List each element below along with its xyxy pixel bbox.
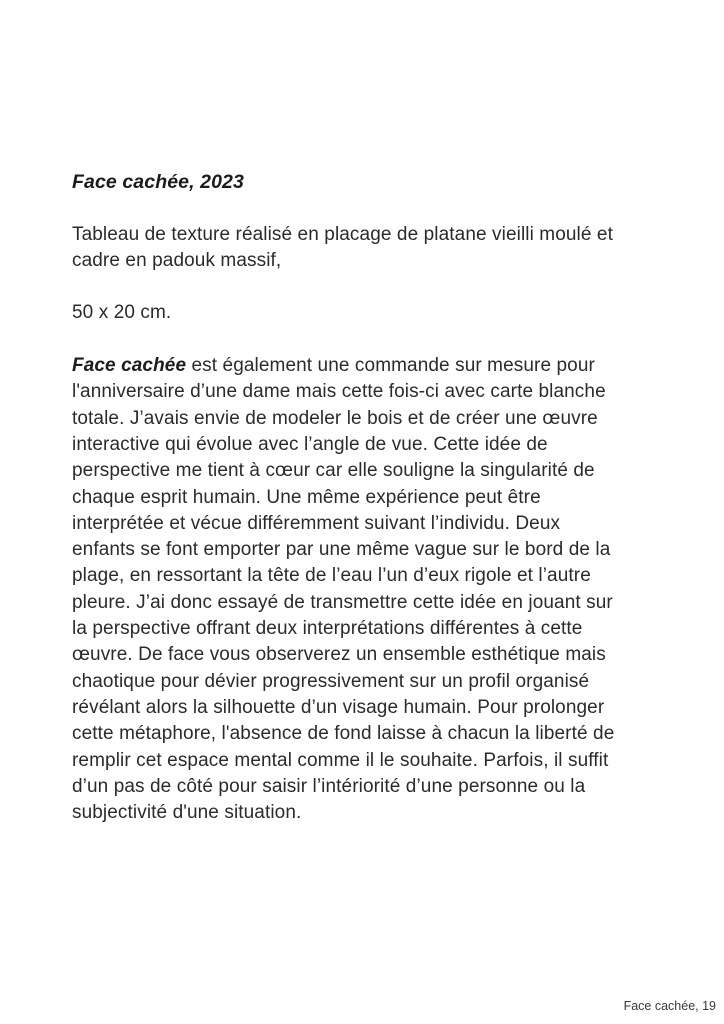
description-line: œuvre. De face vous observerez un ensemble esthétique mais	[72, 644, 606, 666]
description-line: cette métaphore, l'absence de fond laisse à chacun la liberté de	[72, 723, 615, 745]
artwork-text-block	[72, 169, 672, 826]
description-line: révélant alors la silhouette d’un visage humain. Pour prolonger	[72, 696, 605, 718]
description-line: pleure. J’ai donc essayé de transmettre cette idée en jouant sur	[72, 591, 613, 613]
artwork-title: Face cachée, 2023	[72, 171, 244, 193]
description-line-text: est également une commande sur mesure pour	[186, 355, 595, 377]
dimensions-paragraph	[72, 300, 672, 326]
page-footer: Face cachée, 19	[623, 999, 716, 1013]
description-line: interactive qui évolue avec l’angle de vue. Cette idée de	[72, 433, 548, 455]
description-line: totale. J’avais envie de modeler le bois et de créer une œuvre	[72, 407, 598, 429]
artwork-dimensions: 50 x 20 cm.	[72, 302, 172, 324]
description-lead: Face cachée	[72, 355, 187, 377]
description-paragraph	[72, 353, 672, 826]
description-line: enfants se font emporter par une même vague sur le bord de la	[72, 539, 611, 561]
description-line: l'anniversaire d’une dame mais cette fois-ci avec carte blanche	[72, 381, 606, 403]
materials-paragraph	[72, 222, 672, 275]
description-line: remplir cet espace mental comme il le souhaite. Parfois, il suffit	[72, 749, 609, 771]
description-line: la perspective offrant deux interprétations différentes à cette	[72, 618, 583, 640]
description-line: d’un pas de côté pour saisir l’intériorité d’une personne ou la	[72, 775, 586, 797]
description-line: subjectivité d'une situation.	[72, 802, 302, 824]
description-line: chaque esprit humain. Une même expérience peut être	[72, 486, 541, 508]
description-line: interprétée et vécue différemment suivant l’individu. Deux	[72, 512, 561, 534]
materials-line: cadre en padouk massif,	[72, 249, 282, 271]
materials-line: Tableau de texture réalisé en placage de platane vieilli moulé et	[72, 223, 613, 245]
description-line	[72, 353, 672, 379]
description-line: perspective me tient à cœur car elle souligne la singularité de	[72, 460, 595, 482]
description-line: chaotique pour dévier progressivement sur un profil organisé	[72, 670, 590, 692]
description-line: plage, en ressortant la tête de l’eau l’un d’eux rigole et l’autre	[72, 565, 591, 587]
